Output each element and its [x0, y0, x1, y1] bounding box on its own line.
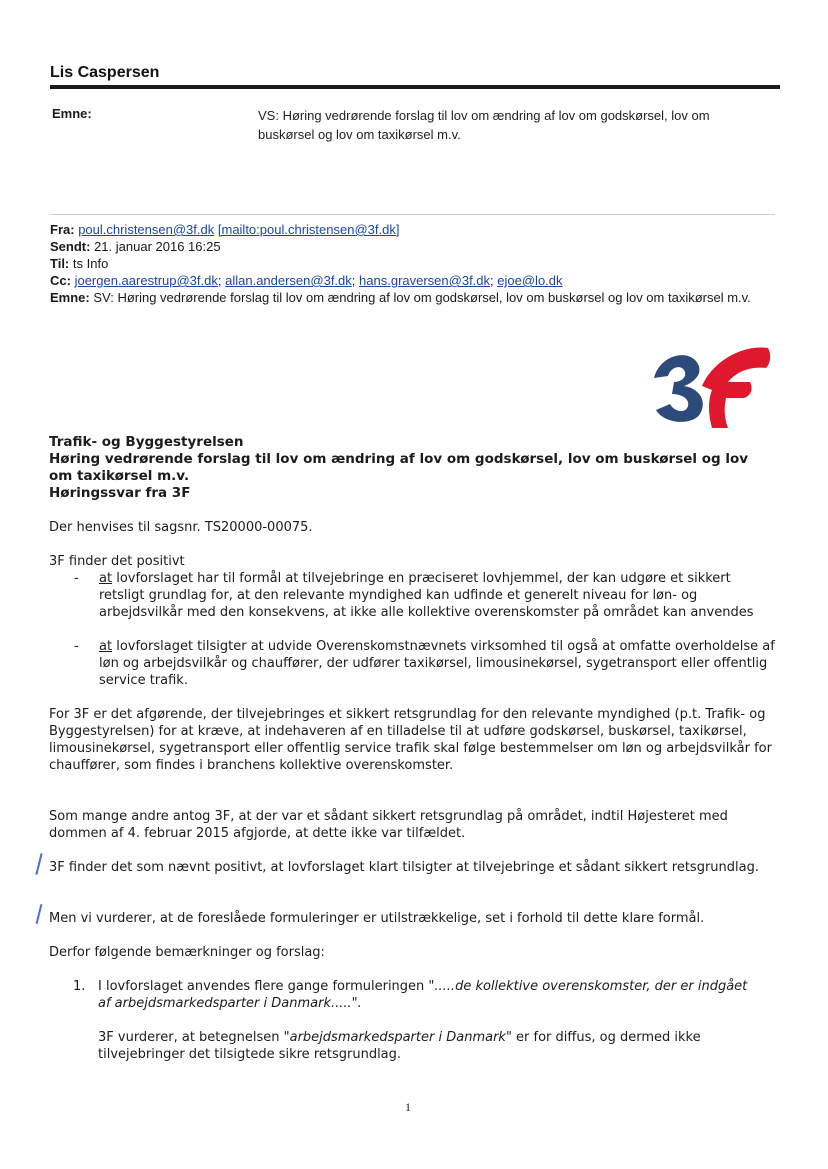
paragraph-positive: 3F finder det som nævnt positivt, at lovforslaget klart tilsigter at tilvejebringe et sådant sikkert retsgrundlag. — [49, 860, 759, 875]
list-item-body: lovforslaget tilsigter at udvide Overenskomstnævnets virksomhed til også at omfatte overholdelse af løn og arbejdsvilkår og chauffører, der udfører taxikørsel, limousinekørsel, sygetransport eller offentlig service trafik. — [99, 639, 775, 688]
page-number: 1 — [405, 1100, 411, 1114]
forward-subject-label: Emne: — [50, 290, 90, 305]
divider — [50, 214, 775, 215]
list-dash: - — [74, 571, 79, 586]
subject-label: Emne: — [52, 106, 92, 121]
logo-f-shape — [702, 347, 770, 428]
reference-paragraph: Der henvises til sagsnr. TS20000-00075. — [49, 520, 313, 535]
from-email-link[interactable]: poul.christensen@3f.dk — [78, 222, 215, 237]
cc-separator: ; — [217, 273, 222, 288]
list-item-text — [99, 570, 779, 621]
cc-link-2[interactable]: allan.andersen@3f.dk — [225, 273, 352, 288]
positive-intro: 3F finder det positivt — [49, 554, 185, 569]
paragraph-insufficient: Men vi vurderer, at de foreslåede formuleringer er utilstrækkelige, set i forhold til dette klare formål. — [49, 911, 705, 926]
from-mailto-link[interactable]: [mailto:poul.christensen@3f.dk] — [217, 222, 400, 237]
cc-separator: ; — [490, 273, 494, 288]
owner-name: Lis Caspersen — [50, 64, 160, 81]
paragraph-supreme-court: Som mange andre antog 3F, at der var et sådant sikkert retsgrundlag på området, indtil Højesteret med dommen af 4. februar 2015 afgjorde, at dette ikke var tilfældet. — [49, 809, 728, 841]
margin-mark — [36, 904, 43, 924]
sent-line — [50, 238, 790, 255]
item-text — [98, 978, 763, 1012]
item-assessment-pre: 3F vurderer, at betegnelsen — [98, 1030, 284, 1045]
from-line — [50, 221, 790, 238]
item-assessment — [98, 1029, 763, 1063]
cc-link-4[interactable]: ejoe@lo.dk — [497, 273, 563, 288]
list-item-at: at — [99, 639, 113, 654]
heading-recipient: Trafik- og Byggestyrelsen — [49, 434, 244, 450]
item-quote: ".....de kollektive overenskomster, der er indgået af arbejdsmarkedsparter i Danmark.....". — [98, 979, 748, 1011]
cc-link-1[interactable]: joergen.aarestrup@3f.dk — [74, 273, 218, 288]
forward-subject-line — [50, 289, 790, 306]
item-text-pre: I lovforslaget anvendes flere gange formuleringen — [98, 979, 429, 994]
header-rule — [50, 85, 780, 89]
sent-label: Sendt: — [50, 239, 91, 254]
to-label: Til: — [50, 256, 70, 271]
list-dash: - — [74, 639, 79, 654]
item-assessment-quote: "arbejdsmarkedsparter i Danmark" — [283, 1030, 512, 1045]
list-item-body: lovforslaget har til formål at tilvejebringe en præciseret lovhjemmel, der kan udgøre et sikkert retsligt grundlag for, at den relevante myndighed kan udfinde et generelt niveau for løn- og arbejdsvilkår med den konsekvens, at ikke alle kollektive overenskomster på området kan anvendes — [99, 571, 754, 620]
subject-value: VS: Høring vedrørende forslag til lov om ændring af lov om godskørsel, lov om buskørsel og lov om taxikørsel m.v. — [258, 108, 710, 142]
item-number: 1. — [73, 979, 86, 994]
to-line — [50, 255, 790, 272]
margin-mark — [35, 853, 42, 875]
forward-subject-value: SV: Høring vedrørende forslag til lov om ændring af lov om godskørsel, lov om buskørsel og lov om taxikørsel m.v. — [93, 290, 751, 305]
3f-logo-icon — [650, 340, 775, 430]
cc-label: Cc: — [50, 273, 71, 288]
cc-line — [50, 272, 790, 289]
heading-response: Høringssvar fra 3F — [49, 485, 191, 501]
to-value: ts Info — [72, 256, 109, 271]
list-item-text — [99, 638, 779, 689]
cc-separator: ; — [351, 273, 356, 288]
sent-value: 21. januar 2016 16:25 — [94, 239, 221, 254]
heading-subject: Høring vedrørende forslag til lov om ændring af lov om godskørsel, lov om buskørsel og lov om taxikørsel m.v. — [49, 451, 749, 484]
cc-link-3[interactable]: hans.graversen@3f.dk — [359, 273, 491, 288]
logo-three-shape — [654, 355, 703, 422]
paragraph-remarks-intro: Derfor følgende bemærkninger og forslag: — [49, 945, 325, 960]
paragraph-legal-basis: For 3F er det afgørende, der tilvejebringes et sikkert retsgrundlag for den relevante myndighed (p.t. Trafik- og Byggestyrelsen) for at kræve, at indehaveren af en tilladelse til at udføre godskørsel, buskørsel, taxikørsel, limousinekørsel, sygetransport eller offentlig service trafik skal følge bestemmelser om løn og arbejdsvilkår for chauffører, som findes i branchens kollektive overenskomster. — [49, 707, 772, 773]
list-item-at: at — [99, 571, 113, 586]
item-assessment-post: er for diffus, og dermed ikke tilvejebringer det tilsigtede sikre retsgrundlag. — [98, 1030, 701, 1062]
from-label: Fra: — [50, 222, 75, 237]
